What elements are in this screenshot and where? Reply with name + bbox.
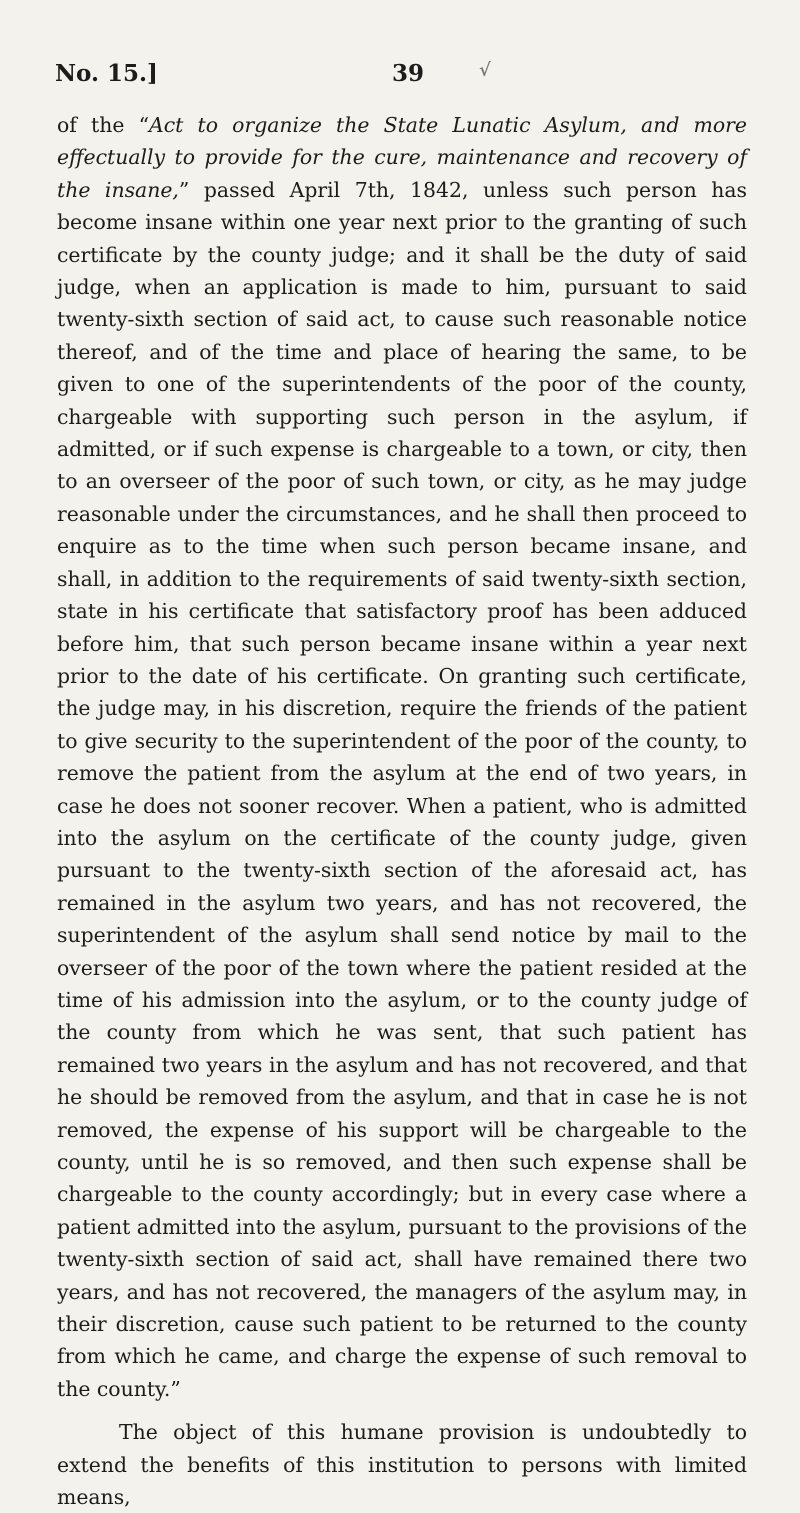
act-title: Act to organize the State Lunatic Asylum, and more effectually to provide for the cure, maintenance and recovery of the insane, (57, 113, 747, 202)
body-text (57, 109, 747, 1513)
running-head (55, 60, 745, 90)
paragraph-1 (57, 109, 747, 1405)
paragraph-1-lead: of the (57, 113, 139, 137)
open-quote: “ (138, 113, 150, 137)
section-number: No. 15.] (55, 60, 158, 87)
stray-ink-mark: √ (479, 60, 491, 81)
paragraph-1-text: ” passed April 7th, 1842, unless such person has become insane within one year next prior to the granting of such certificate by the county judge; and it shall be the duty of said judge, when an application is made to him, pursuant to said twenty-sixth section of said act, to cause such reasonable notice thereof, and of the time and place of hearing the same, to be given to one of the superintendents of the poor of the county, chargeable with supporting such person in the asylum, if admitted, or if such expense is chargeable to a town, or city, then to an overseer of the poor of such town, or city, as he may judge reasonable under the circumstances, and he shall then proceed to enquire as to the time when such person became insane, and shall, in addition to the requirements of said twenty-sixth section, state in his certificate that satisfactory proof has been adduced before him, that such person became insane within a year next prior to the date of his certificate. On granting such certificate, the judge may, in his discretion, require the friends of the patient to give security to the superintendent of the poor of the county, to remove the patient from the asylum at the end of two years, in case he does not sooner recover. When a patient, who is admitted into the asylum on the certificate of the county judge, given pursuant to the twenty-sixth section of the aforesaid act, has remained in the asylum two years, and has not recovered, the superintendent of the asylum shall send notice by mail to the overseer of the poor of the town where the patient resided at the time of his admission into the asylum, or to the county judge of the county from which he was sent, that such patient has remained two years in the asylum and has not recovered, and that he should be removed from the asylum, and that in case he is not removed, the expense of his support will be chargeable to the county, until he is so removed, and then such expense shall be chargeable to the county accordingly; but in every case where a patient admitted into the asylum, pursuant to the provisions of the twenty-sixth section of said act, shall have remained there two years, and has not recovered, the managers of the asylum may, in their discretion, cause such patient to be returned to the county from which he came, and charge the expense of such removal to the county.” (57, 177, 747, 1401)
paragraph-2: The object of this humane provision is undoubtedly to extend the benefits of this institution to persons with limited means, (57, 1420, 747, 1510)
page-number: 39 (392, 60, 425, 87)
